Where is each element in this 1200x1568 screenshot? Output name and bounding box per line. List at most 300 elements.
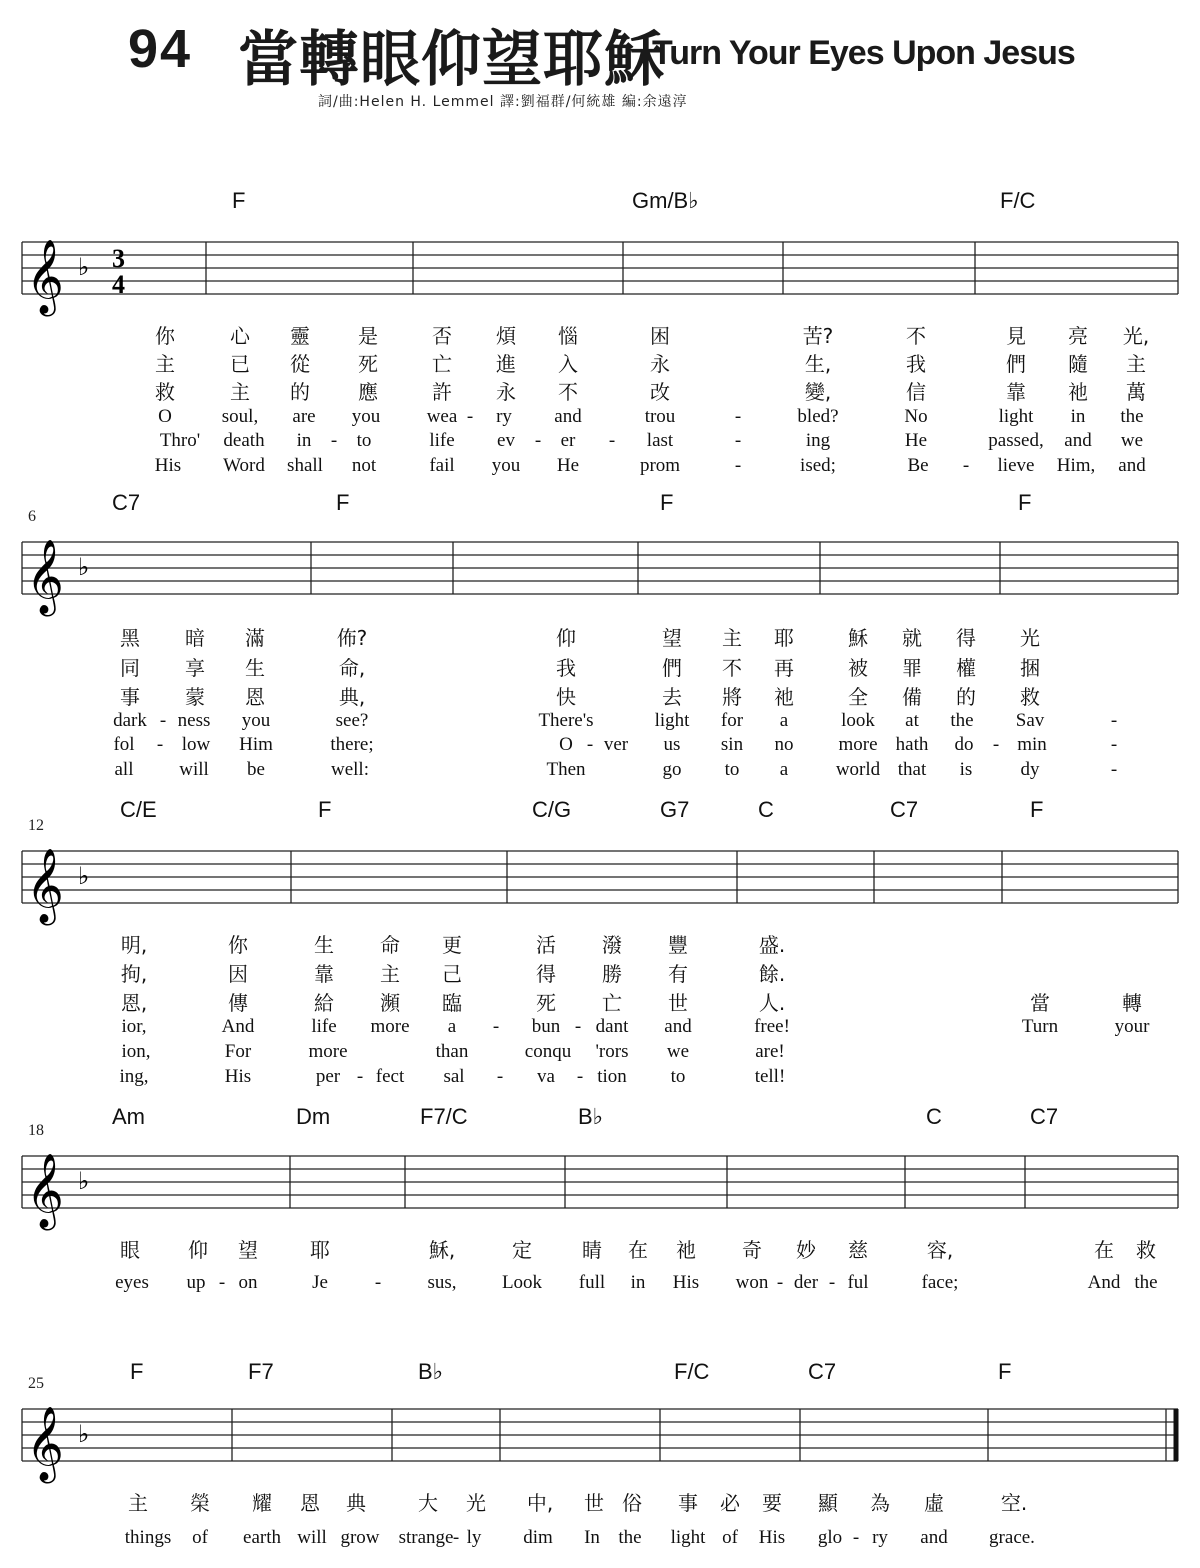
lyric-syllable: light — [998, 406, 1034, 427]
lyric-syllable: - — [574, 1016, 582, 1037]
lyric-syllable: 生 — [314, 933, 334, 957]
lyric-syllable: conqu — [524, 1041, 572, 1062]
lyric-syllable: soul, — [221, 406, 259, 427]
lyric-syllable: 恩 — [245, 685, 265, 709]
lyric-syllable: 已 — [230, 352, 250, 376]
lyric-syllable: 因 — [228, 962, 248, 986]
lyric-syllable: No — [904, 406, 928, 427]
lyric-syllable: a — [779, 759, 789, 780]
lyric-syllable: 你 — [155, 324, 175, 348]
chord-symbol: F — [660, 490, 674, 515]
lyric-syllable: 盛. — [758, 933, 786, 957]
lyric-syllable: we — [666, 1041, 690, 1062]
lyric-syllable: He — [556, 455, 580, 476]
lyric-syllable: - — [1110, 710, 1118, 731]
lyric-syllable: 望 — [238, 1238, 258, 1262]
lyric-syllable: 備 — [902, 685, 922, 709]
lyric-syllable: 餘. — [758, 962, 786, 986]
lyric-syllable: 蒙 — [185, 685, 205, 709]
lyric-syllable: trou — [644, 406, 676, 427]
lyric-syllable: grow — [340, 1527, 380, 1548]
lyric-syllable: ior, — [121, 1016, 147, 1037]
music-system-3 — [0, 795, 1200, 1095]
lyric-syllable: the — [1134, 1272, 1158, 1293]
lyric-syllable: and — [920, 1527, 948, 1548]
lyric-syllable: 們 — [1006, 352, 1026, 376]
lyric-syllable: more — [308, 1041, 348, 1062]
lyric-syllable: 滿 — [245, 626, 265, 650]
lyric-syllable: than — [435, 1041, 469, 1062]
lyric-syllable: is — [959, 759, 973, 780]
flat-sign-icon: ♭ — [78, 862, 90, 890]
lyric-syllable: 惱 — [558, 324, 578, 348]
lyric-syllable: - — [1110, 759, 1118, 780]
lyric-syllable: will — [297, 1527, 327, 1548]
lyric-syllable: 望 — [662, 626, 682, 650]
lyric-syllable: 靠 — [1006, 380, 1026, 404]
lyric-syllable: 大 — [418, 1491, 438, 1515]
flat-sign-icon: ♭ — [78, 1420, 90, 1448]
lyric-syllable: There's — [538, 710, 594, 731]
lyric-syllable: 靈 — [290, 324, 310, 348]
lyric-syllable: Him, — [1056, 455, 1096, 476]
lyric-syllable: hath — [895, 734, 929, 755]
lyric-syllable: 定 — [512, 1238, 532, 1262]
hymn-title-chinese: 當轉眼仰望耶穌 — [238, 25, 665, 95]
lyric-syllable: there; — [330, 734, 374, 755]
lyric-syllable: Him — [239, 734, 273, 755]
lyric-syllable: 虛 — [924, 1491, 944, 1515]
lyric-syllable: 典 — [346, 1491, 366, 1515]
lyric-syllable: 必 — [720, 1491, 740, 1515]
lyric-syllable: 心 — [230, 324, 250, 348]
staff — [0, 819, 1200, 959]
lyric-syllable: dy — [1020, 759, 1040, 780]
chord-symbol: C — [926, 1104, 942, 1129]
lyric-syllable: 顯 — [818, 1491, 838, 1515]
lyric-syllable: 事 — [678, 1491, 698, 1515]
lyric-syllable: 拘, — [120, 962, 148, 986]
lyric-syllable: In — [584, 1527, 600, 1548]
lyric-syllable: His — [672, 1272, 700, 1293]
lyric-syllable: ry — [872, 1527, 888, 1548]
lyric-syllable: 傳 — [228, 991, 248, 1015]
lyric-syllable: ing, — [119, 1066, 149, 1087]
lyric-syllable: 為 — [870, 1491, 890, 1515]
lyric-syllable: Then — [546, 759, 586, 780]
lyric-syllable: 靠 — [314, 962, 334, 986]
lyric-syllable: 事 — [120, 685, 140, 709]
chord-symbol: G7 — [660, 797, 690, 822]
lyric-syllable: 耶 — [774, 626, 794, 650]
music-system-2 — [0, 490, 1200, 790]
lyric-syllable: 祂 — [1068, 380, 1088, 404]
lyric-syllable: ful — [847, 1272, 869, 1293]
lyric-syllable: 轉 — [1122, 991, 1142, 1015]
lyric-syllable: 信 — [906, 380, 926, 404]
flat-sign-icon: ♭ — [78, 253, 90, 281]
lyric-syllable: up — [186, 1272, 206, 1293]
lyric-syllable: 恩 — [300, 1491, 320, 1515]
chord-symbol: Gm/B♭ — [632, 188, 699, 213]
lyric-syllable: 祂 — [774, 685, 794, 709]
lyric-syllable: wea — [426, 406, 458, 427]
lyric-syllable: you — [241, 710, 271, 731]
lyric-syllable: and — [554, 406, 582, 427]
lyric-syllable: look — [841, 710, 875, 731]
lyric-syllable: more — [838, 734, 878, 755]
lyric-syllable: do — [954, 734, 974, 755]
lyric-syllable: a — [447, 1016, 457, 1037]
lyric-syllable: 要 — [762, 1491, 782, 1515]
lyric-syllable: that — [897, 759, 927, 780]
lyric-syllable: 穌, — [428, 1238, 456, 1262]
lyric-syllable: 在 — [1094, 1238, 1114, 1262]
lyric-syllable: ion, — [121, 1041, 151, 1062]
chord-symbol: C/G — [532, 797, 572, 822]
lyric-syllable: 的 — [956, 685, 976, 709]
music-system-1 — [0, 180, 1200, 480]
lyric-syllable: 世 — [584, 1491, 604, 1515]
lyric-syllable: 你 — [228, 933, 248, 957]
lyric-syllable: 生, — [804, 352, 832, 376]
lyric-syllable: 命 — [380, 933, 400, 957]
lyric-syllable: sin — [720, 734, 744, 755]
lyric-syllable: Be — [907, 455, 929, 476]
chord-symbol: F7 — [248, 1359, 274, 1384]
lyric-syllable: dim — [523, 1527, 553, 1548]
lyric-syllable: 永 — [650, 352, 670, 376]
chord-symbol: F — [130, 1359, 144, 1384]
lyric-syllable: won — [735, 1272, 769, 1293]
lyric-syllable: 典, — [338, 685, 366, 709]
treble-clef-icon: 𝄞 — [26, 540, 64, 614]
chord-symbol: B♭ — [578, 1104, 604, 1129]
music-system-5 — [0, 1355, 1200, 1568]
lyric-syllable: 罪 — [902, 656, 922, 680]
lyric-syllable: - — [218, 1272, 226, 1293]
lyric-syllable: 生 — [245, 656, 265, 680]
lyric-syllable: His — [224, 1066, 252, 1087]
lyric-syllable: us — [663, 734, 681, 755]
lyric-syllable: His — [758, 1527, 786, 1548]
lyric-syllable: 主 — [128, 1491, 148, 1515]
lyric-syllable: ver — [603, 734, 629, 755]
lyric-syllable: Word — [223, 455, 265, 476]
lyric-syllable: eyes — [115, 1272, 149, 1293]
lyric-syllable: 亮 — [1068, 324, 1088, 348]
lyric-syllable: you — [491, 455, 521, 476]
measure-number: 25 — [28, 1375, 44, 1392]
lyric-syllable: for — [720, 710, 744, 731]
lyric-syllable: we — [1120, 430, 1144, 451]
lyric-syllable: 睛 — [582, 1238, 602, 1262]
lyric-syllable: 亡 — [602, 991, 622, 1015]
lyric-syllable: And — [221, 1016, 255, 1037]
lyric-syllable: 仰 — [556, 626, 576, 650]
lyric-syllable: 再 — [774, 656, 794, 680]
measure-number: 18 — [28, 1122, 44, 1139]
lyric-syllable: 光 — [1020, 626, 1040, 650]
lyric-syllable: - — [828, 1272, 836, 1293]
lyric-syllable: 亡 — [432, 352, 452, 376]
lyric-syllable: 是 — [358, 324, 378, 348]
lyric-syllable: 豐 — [668, 933, 688, 957]
lyric-syllable: lieve — [997, 455, 1035, 476]
treble-clef-icon: 𝄞 — [26, 1154, 64, 1228]
lyric-syllable: 祂 — [676, 1238, 696, 1262]
lyric-syllable: der — [793, 1272, 819, 1293]
lyric-syllable: 主 — [722, 626, 742, 650]
lyric-syllable: fect — [375, 1066, 405, 1087]
lyric-syllable: 主 — [1126, 352, 1146, 376]
lyric-syllable: 隨 — [1068, 352, 1088, 376]
lyric-syllable: bun — [531, 1016, 561, 1037]
treble-clef-icon: 𝄞 — [26, 849, 64, 923]
lyric-syllable: 仰 — [188, 1238, 208, 1262]
lyric-syllable: 主 — [380, 962, 400, 986]
lyric-syllable: 應 — [358, 380, 378, 404]
lyric-syllable: dant — [595, 1016, 629, 1037]
time-signature: 3 — [112, 244, 125, 273]
lyric-syllable: His — [154, 455, 182, 476]
lyric-syllable: earth — [243, 1527, 281, 1548]
lyric-syllable: 否 — [432, 324, 452, 348]
lyric-syllable: 不 — [558, 380, 578, 404]
lyric-syllable: all — [114, 759, 134, 780]
lyric-syllable: 光 — [466, 1491, 486, 1515]
lyric-syllable: your — [1114, 1016, 1150, 1037]
lyric-syllable: sus, — [427, 1272, 457, 1293]
lyric-syllable: in — [1070, 406, 1086, 427]
lyric-syllable: 同 — [120, 656, 140, 680]
chord-symbol: F — [998, 1359, 1012, 1384]
chord-symbol: Am — [112, 1104, 145, 1129]
lyric-syllable: and — [1064, 430, 1092, 451]
lyric-syllable: will — [179, 759, 209, 780]
lyric-syllable: 容, — [926, 1238, 954, 1262]
lyric-syllable: the — [1120, 406, 1144, 427]
lyric-syllable: ing — [805, 430, 831, 451]
lyric-syllable: 們 — [662, 656, 682, 680]
lyric-syllable: - — [452, 1527, 460, 1548]
lyric-syllable: 死 — [536, 991, 556, 1015]
lyric-syllable: O — [559, 734, 573, 755]
lyric-syllable: - — [466, 406, 474, 427]
lyric-syllable: 恩, — [120, 991, 148, 1015]
lyric-syllable: 我 — [556, 656, 576, 680]
lyric-syllable: 臨 — [442, 991, 462, 1015]
lyric-syllable: 快 — [556, 685, 576, 709]
lyric-syllable: 救 — [1136, 1238, 1156, 1262]
lyric-syllable: 妙 — [796, 1238, 816, 1262]
lyric-syllable: 俗 — [622, 1491, 642, 1515]
lyric-syllable: tion — [597, 1066, 627, 1087]
lyric-syllable: prom — [639, 455, 681, 476]
lyric-syllable: 去 — [662, 685, 682, 709]
lyric-syllable: Turn — [1021, 1016, 1059, 1037]
lyric-syllable: - — [1110, 734, 1118, 755]
lyric-syllable: to — [670, 1066, 686, 1087]
lyric-syllable: 佈? — [336, 626, 368, 650]
lyric-syllable: - — [992, 734, 1000, 755]
lyric-syllable: 眼 — [120, 1238, 140, 1262]
lyric-syllable: free! — [754, 1016, 790, 1037]
lyric-syllable: in — [630, 1272, 646, 1293]
chord-symbol: F7/C — [420, 1104, 468, 1129]
lyric-syllable: - — [734, 430, 742, 451]
lyric-syllable: 黑 — [120, 626, 140, 650]
chord-symbol: C7 — [808, 1359, 837, 1384]
lyric-syllable: - — [356, 1066, 364, 1087]
lyric-syllable: 得 — [536, 962, 556, 986]
lyric-syllable: 瀕 — [380, 991, 400, 1015]
lyric-syllable: 中, — [526, 1491, 554, 1515]
lyric-syllable: 捆 — [1020, 656, 1040, 680]
lyric-syllable: 耶 — [310, 1238, 330, 1262]
lyric-syllable: face; — [921, 1272, 959, 1293]
lyric-syllable: see? — [335, 710, 369, 731]
lyric-syllable: light — [670, 1527, 706, 1548]
lyric-syllable: - — [374, 1272, 382, 1293]
lyric-syllable: 在 — [628, 1238, 648, 1262]
chord-symbol: C7 — [890, 797, 919, 822]
lyric-syllable: low — [181, 734, 211, 755]
svg-text:4: 4 — [112, 270, 125, 299]
lyric-syllable: 進 — [496, 352, 516, 376]
lyric-syllable: tell! — [754, 1066, 786, 1087]
lyric-syllable: 奇 — [742, 1238, 762, 1262]
lyric-syllable: 潑 — [602, 933, 622, 957]
lyric-syllable: ised; — [800, 455, 836, 476]
chord-symbol: F/C — [674, 1359, 710, 1384]
chord-symbol: C7 — [1030, 1104, 1059, 1129]
lyric-syllable: no — [774, 734, 794, 755]
lyric-syllable: 從 — [290, 352, 310, 376]
lyric-syllable: the — [618, 1527, 642, 1548]
lyric-syllable: 穌 — [848, 626, 868, 650]
lyric-syllable: the — [950, 710, 974, 731]
lyric-syllable: 活 — [536, 933, 556, 957]
credits-line: 詞/曲:Helen H. Lemmel 譯:劉福群/何統雄 編:余遠淳 — [318, 94, 688, 110]
lyric-syllable: va — [537, 1066, 555, 1087]
lyric-syllable: 許 — [432, 380, 452, 404]
lyric-syllable: 慈 — [848, 1238, 868, 1262]
lyric-syllable: Sav — [1015, 710, 1045, 731]
lyric-syllable: fol — [113, 734, 135, 755]
chord-symbol: Dm — [296, 1104, 331, 1129]
lyric-syllable: 光, — [1122, 324, 1150, 348]
flat-sign-icon: ♭ — [78, 1167, 90, 1195]
lyric-syllable: 有 — [668, 962, 688, 986]
lyric-syllable: of — [722, 1527, 738, 1548]
lyric-syllable: 苦? — [802, 324, 834, 348]
lyric-syllable: ev — [497, 430, 515, 451]
lyric-syllable: 榮 — [190, 1491, 210, 1515]
lyric-syllable: 永 — [496, 380, 516, 404]
measure-number: 6 — [28, 508, 36, 525]
lyric-syllable: - — [586, 734, 594, 755]
treble-clef-icon: 𝄞 — [26, 240, 64, 314]
lyric-syllable: sal — [443, 1066, 465, 1087]
lyric-syllable: dark — [113, 710, 147, 731]
lyric-syllable: are — [292, 406, 316, 427]
lyric-syllable: - — [776, 1272, 784, 1293]
lyric-syllable: - — [734, 406, 742, 427]
lyric-syllable: passed, — [988, 430, 1044, 451]
lyric-syllable: grace. — [989, 1527, 1035, 1548]
lyric-syllable: O — [158, 406, 172, 427]
lyric-syllable: world — [835, 759, 881, 780]
lyric-syllable: Look — [501, 1272, 543, 1293]
lyric-syllable: - — [156, 734, 164, 755]
lyric-syllable: - — [962, 455, 970, 476]
lyric-syllable: And — [1087, 1272, 1121, 1293]
lyric-syllable: He — [904, 430, 928, 451]
lyric-syllable: For — [224, 1041, 252, 1062]
lyric-syllable: fail — [429, 455, 455, 476]
lyric-syllable: at — [905, 710, 919, 731]
lyric-syllable: 全 — [848, 685, 868, 709]
lyric-syllable: 的 — [290, 380, 310, 404]
lyric-syllable: min — [1017, 734, 1047, 755]
lyric-syllable: in — [296, 430, 312, 451]
lyric-syllable: 世 — [668, 991, 688, 1015]
lyric-syllable: - — [576, 1066, 584, 1087]
lyric-syllable: - — [330, 430, 338, 451]
lyric-syllable: 人. — [758, 991, 786, 1015]
lyric-syllable: and — [664, 1016, 692, 1037]
lyric-syllable: 空. — [1000, 1491, 1028, 1515]
measure-number: 12 — [28, 817, 44, 834]
hymn-number: 94 — [128, 19, 193, 79]
lyric-syllable: to — [356, 430, 372, 451]
chord-symbol: C/E — [120, 797, 157, 822]
lyric-syllable: 困 — [650, 324, 670, 348]
lyric-syllable: be — [247, 759, 265, 780]
lyric-syllable: bled? — [797, 406, 839, 427]
lyric-syllable: 見 — [1006, 324, 1026, 348]
lyric-syllable: 救 — [1020, 685, 1040, 709]
lyric-syllable: er — [560, 430, 576, 451]
lyric-syllable: 明, — [120, 933, 148, 957]
chord-symbol: F — [1018, 490, 1032, 515]
lyric-syllable: per — [315, 1066, 341, 1087]
lyric-syllable: - — [496, 1066, 504, 1087]
lyric-syllable: full — [578, 1272, 606, 1293]
lyric-syllable: are! — [755, 1041, 785, 1062]
lyric-syllable: 暗 — [185, 626, 205, 650]
chord-symbol: F/C — [1000, 188, 1036, 213]
lyric-syllable: Je — [312, 1272, 328, 1293]
treble-clef-icon: 𝄞 — [26, 1407, 64, 1481]
chord-symbol: F — [232, 188, 246, 213]
lyric-syllable: and — [1118, 455, 1146, 476]
lyric-syllable: 主 — [155, 352, 175, 376]
flat-sign-icon: ♭ — [78, 553, 90, 581]
lyric-syllable: things — [124, 1527, 172, 1548]
lyric-syllable: shall — [287, 455, 323, 476]
lyric-syllable: not — [351, 455, 377, 476]
lyric-syllable: 死 — [358, 352, 378, 376]
lyric-syllable: 更 — [442, 933, 462, 957]
lyric-syllable: 萬 — [1126, 380, 1146, 404]
lyric-syllable: 權 — [956, 656, 976, 680]
lyric-syllable: 當 — [1030, 991, 1050, 1015]
lyric-syllable: 我 — [906, 352, 926, 376]
chord-symbol: F — [1030, 797, 1044, 822]
lyric-syllable: of — [192, 1527, 208, 1548]
